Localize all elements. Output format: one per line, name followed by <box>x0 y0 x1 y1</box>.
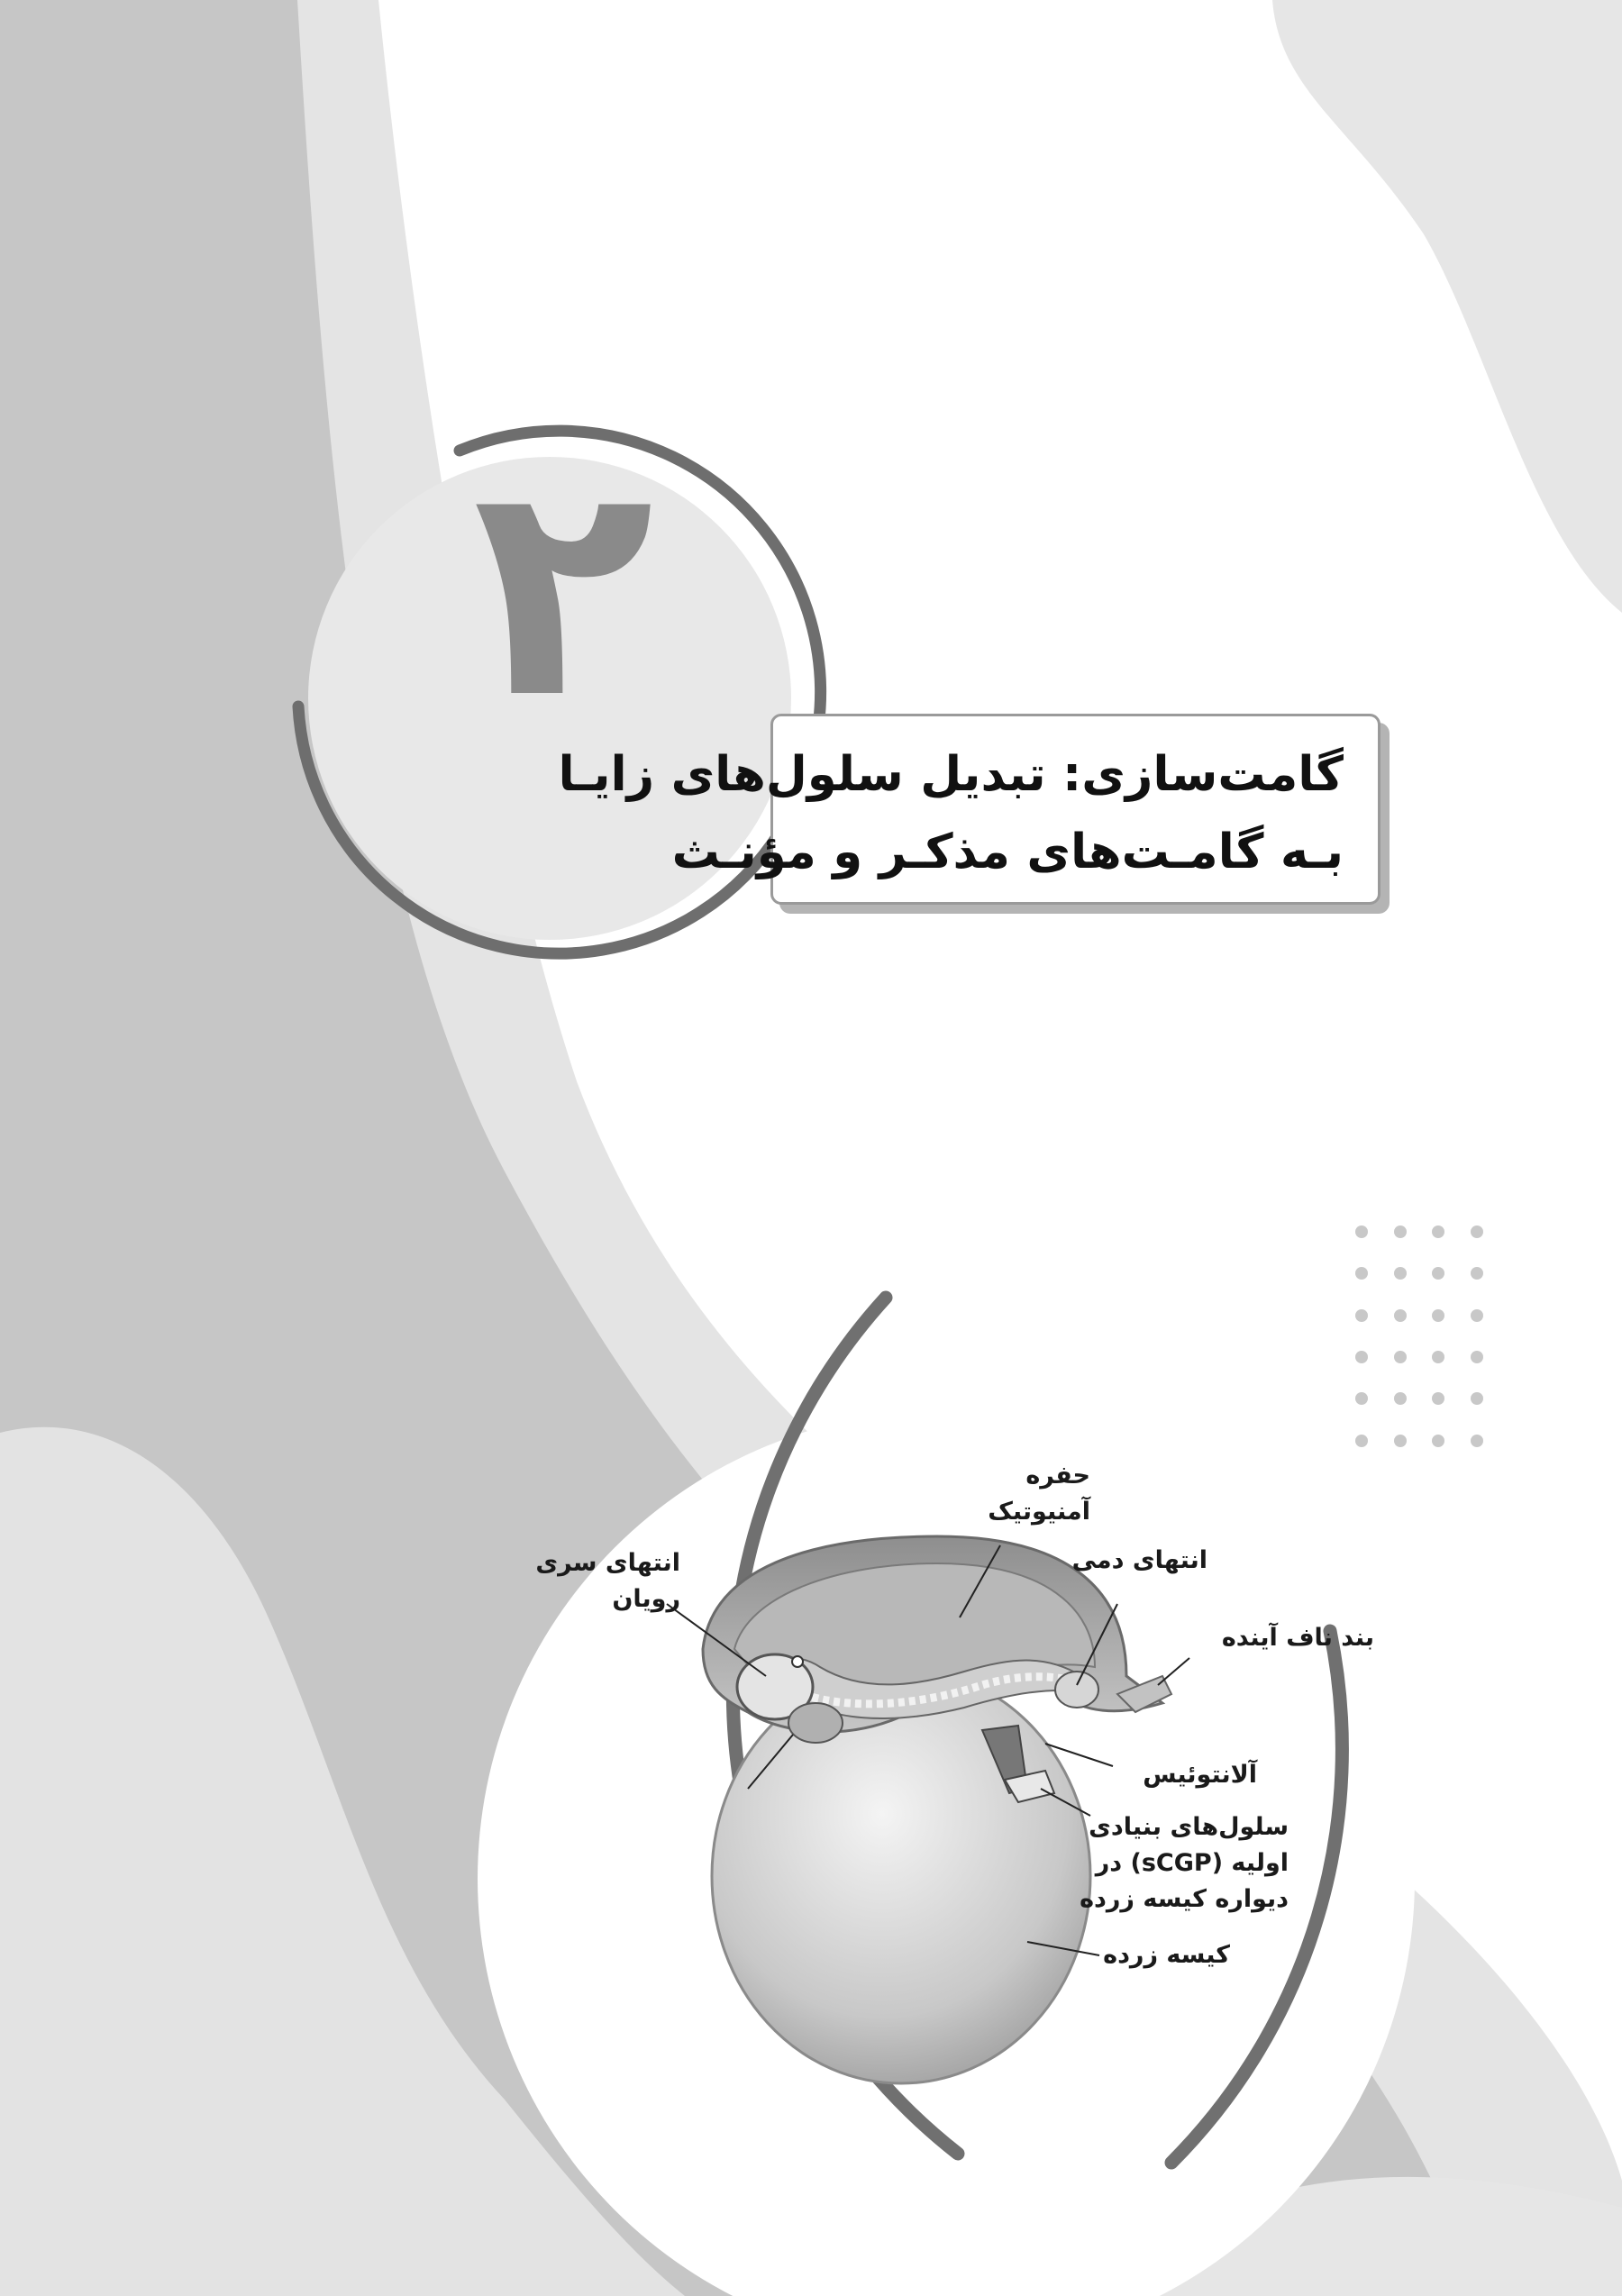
chapter-title-box <box>558 714 1381 905</box>
label-amniotic-cavity: حفره آمنیوتیک <box>988 1462 1090 1526</box>
light-blob-top-right <box>1272 0 1622 613</box>
label-future-umbilical-cord: بند ناف آینده <box>1221 1624 1374 1652</box>
label-cranial-end: انتهای سری رویان <box>535 1549 680 1613</box>
yolk-sac-shape <box>712 1669 1090 2083</box>
chapter-number: ۲ <box>472 417 654 763</box>
embryo-eye <box>792 1656 803 1667</box>
label-allantois: آلانتوئیس <box>1143 1761 1257 1789</box>
label-yolk-sac: کیسه زرده <box>1103 1941 1230 1969</box>
heart-region <box>788 1703 843 1743</box>
label-caudal-end: انتهای دمی <box>1071 1546 1207 1574</box>
chapter-title-line-2: بـه گامـت‌های مذکـر و مؤنـث <box>671 825 1344 879</box>
decorative-dot-grid <box>1355 1225 1508 1451</box>
label-primordial-germ-cells: سلول‌های بنیادی اولیه (sCGP) در دیواره کیسه زرده <box>1080 1813 1289 1913</box>
embryo-tail <box>1055 1672 1098 1708</box>
chapter-title-line-1: گامت‌سازی: تبدیل سلول‌های زایـا <box>558 747 1344 802</box>
